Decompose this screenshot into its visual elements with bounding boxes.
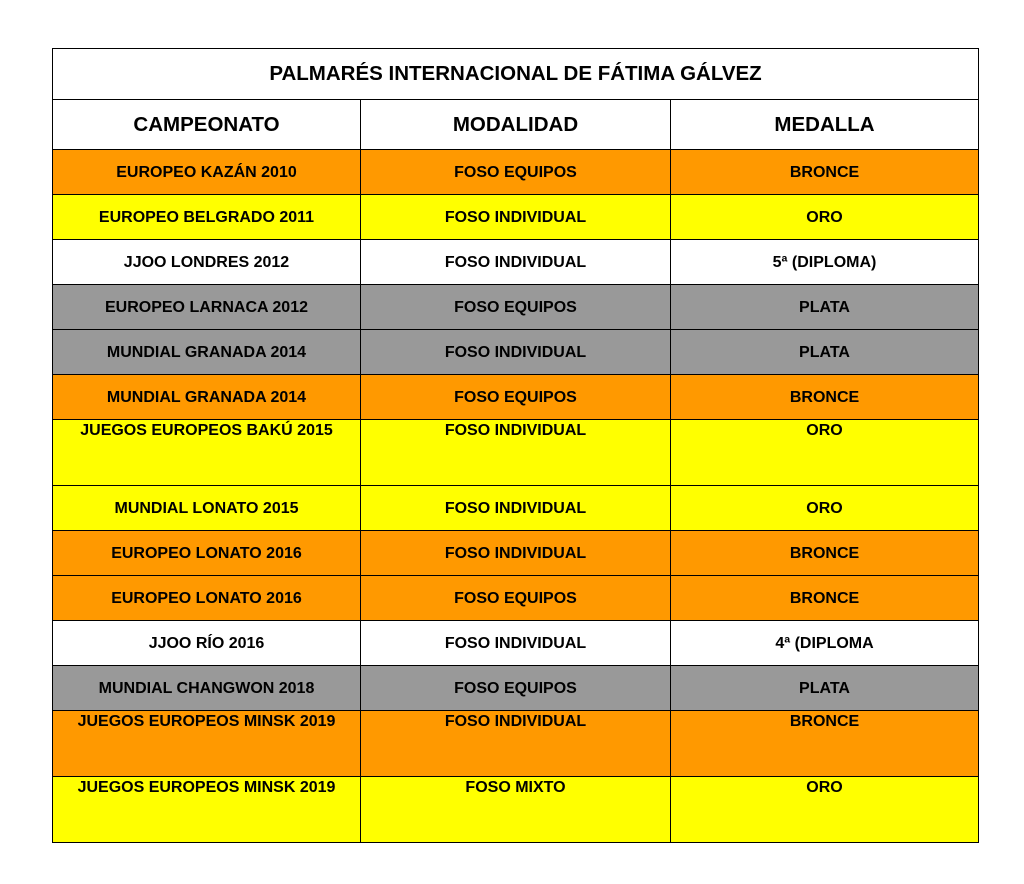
cell-modalidad: FOSO EQUIPOS [361, 150, 671, 195]
table-row [53, 666, 979, 711]
cell-modalidad: FOSO MIXTO [361, 777, 671, 843]
title-row [53, 49, 979, 100]
cell-modalidad: FOSO INDIVIDUAL [361, 420, 671, 486]
cell-campeonato: MUNDIAL GRANADA 2014 [53, 330, 361, 375]
cell-medalla: ORO [671, 195, 979, 240]
palmares-table [52, 48, 979, 843]
header-campeonato: CAMPEONATO [53, 100, 361, 150]
header-modalidad: MODALIDAD [361, 100, 671, 150]
table-title: PALMARÉS INTERNACIONAL DE FÁTIMA GÁLVEZ [53, 49, 979, 100]
table-body [53, 150, 979, 843]
cell-medalla: BRONCE [671, 375, 979, 420]
table-row [53, 621, 979, 666]
cell-modalidad: FOSO INDIVIDUAL [361, 330, 671, 375]
cell-campeonato: JJOO LONDRES 2012 [53, 240, 361, 285]
cell-modalidad: FOSO INDIVIDUAL [361, 486, 671, 531]
cell-medalla: BRONCE [671, 711, 979, 777]
cell-modalidad: FOSO EQUIPOS [361, 666, 671, 711]
cell-modalidad: FOSO INDIVIDUAL [361, 240, 671, 285]
table-row [53, 195, 979, 240]
cell-medalla: ORO [671, 486, 979, 531]
cell-campeonato: MUNDIAL GRANADA 2014 [53, 375, 361, 420]
cell-modalidad: FOSO EQUIPOS [361, 285, 671, 330]
table-row [53, 576, 979, 621]
cell-medalla: 5ª (DIPLOMA) [671, 240, 979, 285]
header-medalla: MEDALLA [671, 100, 979, 150]
cell-campeonato: EUROPEO KAZÁN 2010 [53, 150, 361, 195]
cell-medalla: BRONCE [671, 576, 979, 621]
cell-campeonato: MUNDIAL CHANGWON 2018 [53, 666, 361, 711]
cell-modalidad: FOSO INDIVIDUAL [361, 531, 671, 576]
cell-modalidad: FOSO EQUIPOS [361, 576, 671, 621]
table-row [53, 531, 979, 576]
cell-modalidad: FOSO INDIVIDUAL [361, 195, 671, 240]
cell-campeonato: EUROPEO LARNACA 2012 [53, 285, 361, 330]
cell-campeonato: EUROPEO LONATO 2016 [53, 576, 361, 621]
table-row [53, 777, 979, 843]
cell-medalla: PLATA [671, 666, 979, 711]
cell-medalla: BRONCE [671, 531, 979, 576]
table-row [53, 330, 979, 375]
cell-medalla: PLATA [671, 330, 979, 375]
cell-campeonato: MUNDIAL LONATO 2015 [53, 486, 361, 531]
cell-campeonato: JJOO RÍO 2016 [53, 621, 361, 666]
cell-medalla: ORO [671, 420, 979, 486]
cell-campeonato: EUROPEO BELGRADO 2011 [53, 195, 361, 240]
cell-modalidad: FOSO INDIVIDUAL [361, 711, 671, 777]
table-row [53, 420, 979, 486]
table-row [53, 240, 979, 285]
header-row [53, 100, 979, 150]
table-row [53, 486, 979, 531]
cell-modalidad: FOSO EQUIPOS [361, 375, 671, 420]
cell-medalla: BRONCE [671, 150, 979, 195]
table-row [53, 285, 979, 330]
table-row [53, 150, 979, 195]
cell-campeonato: JUEGOS EUROPEOS MINSK 2019 [53, 711, 361, 777]
cell-campeonato: EUROPEO LONATO 2016 [53, 531, 361, 576]
cell-medalla: 4ª (DIPLOMA [671, 621, 979, 666]
table-row [53, 375, 979, 420]
cell-campeonato: JUEGOS EUROPEOS BAKÚ 2015 [53, 420, 361, 486]
cell-modalidad: FOSO INDIVIDUAL [361, 621, 671, 666]
cell-medalla: PLATA [671, 285, 979, 330]
cell-campeonato: JUEGOS EUROPEOS MINSK 2019 [53, 777, 361, 843]
table-row [53, 711, 979, 777]
cell-medalla: ORO [671, 777, 979, 843]
